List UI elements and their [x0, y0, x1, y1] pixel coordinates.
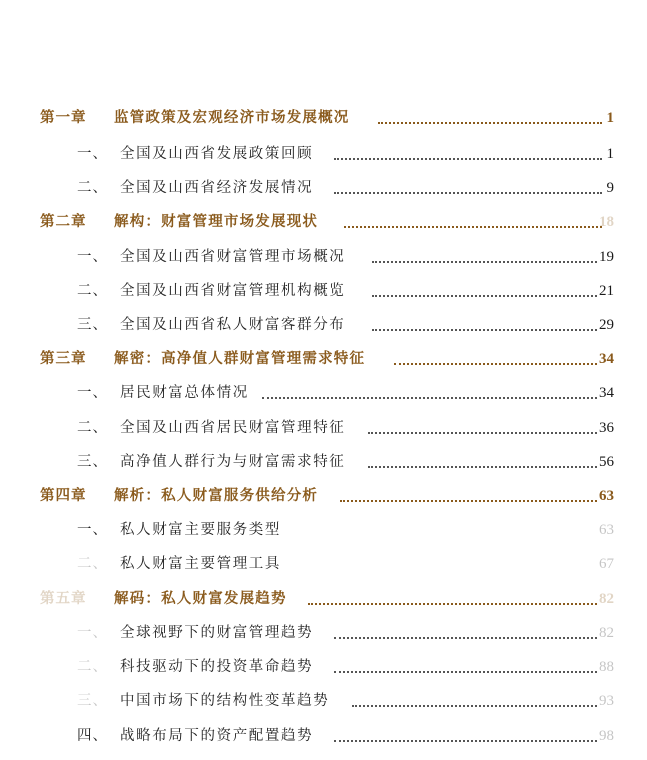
toc-section-2-3[interactable]: [0, 311, 647, 337]
dot-leader: [368, 466, 597, 468]
page-number: 63: [599, 522, 614, 538]
section-number: 二、: [77, 659, 108, 675]
toc-chapter-1[interactable]: [0, 104, 647, 130]
section-title: 私人财富主要服务类型: [120, 522, 281, 538]
page-number: 34: [599, 385, 614, 401]
section-title: 全国及山西省经济发展情况: [120, 180, 314, 196]
dot-leader: [372, 329, 597, 331]
section-title: 全国及山西省发展政策回顾: [120, 146, 314, 162]
section-title: 全国及山西省财富管理市场概况: [120, 249, 346, 265]
section-number: 一、: [77, 146, 108, 162]
chapter-number: 第四章: [40, 487, 87, 504]
toc-section-5-4[interactable]: [0, 722, 647, 748]
dot-leader: [394, 363, 597, 365]
page-number: 1: [606, 146, 614, 162]
page-number: 29: [599, 317, 614, 333]
page-number: 36: [599, 420, 614, 436]
section-title: 私人财富主要管理工具: [120, 556, 281, 572]
toc-section-4-1[interactable]: [0, 516, 647, 542]
section-number: 一、: [77, 625, 108, 641]
section-title: 居民财富总体情况: [120, 385, 249, 401]
page-number: 56: [599, 454, 614, 470]
toc-section-1-2[interactable]: [0, 174, 647, 200]
section-number: 一、: [77, 385, 108, 401]
section-title: 全国及山西省居民财富管理特征: [120, 420, 346, 436]
section-title: 科技驱动下的投资革命趋势: [120, 659, 314, 675]
dot-leader: [368, 432, 597, 434]
page-number: 63: [599, 488, 614, 504]
toc-chapter-3[interactable]: [0, 345, 647, 371]
section-title: 高净值人群行为与财富需求特征: [120, 454, 346, 470]
dot-leader: [334, 671, 597, 673]
chapter-title: 解构：财富管理市场发展现状: [114, 213, 319, 230]
page-number: 98: [599, 728, 614, 744]
toc-chapter-4[interactable]: [0, 482, 647, 508]
chapter-title: 监管政策及宏观经济市场发展概况: [114, 109, 350, 126]
dot-leader: [334, 158, 602, 160]
chapter-number: 第三章: [40, 350, 87, 367]
page-number: 18: [599, 214, 614, 230]
toc-chapter-5[interactable]: [0, 585, 647, 611]
page-number: 34: [599, 351, 614, 367]
page-number: 9: [606, 180, 614, 196]
section-number: 一、: [77, 249, 108, 265]
page-number: 1: [606, 110, 614, 126]
dot-leader: [372, 295, 597, 297]
page-number: 67: [599, 556, 614, 572]
dot-leader: [262, 397, 597, 399]
page-number: 19: [599, 249, 614, 265]
toc-section-1-1[interactable]: [0, 140, 647, 166]
toc-section-5-1[interactable]: [0, 619, 647, 645]
dot-leader: [308, 603, 597, 605]
chapter-title: 解密：高净值人群财富管理需求特征: [114, 350, 366, 367]
page-number: 82: [599, 591, 614, 607]
toc-section-3-2[interactable]: [0, 414, 647, 440]
section-number: 四、: [77, 728, 108, 744]
toc-section-4-2[interactable]: [0, 550, 647, 576]
section-number: 三、: [77, 693, 108, 709]
chapter-number: 第二章: [40, 213, 87, 230]
dot-leader: [334, 192, 602, 194]
toc-section-2-1[interactable]: [0, 243, 647, 269]
dot-leader: [378, 122, 602, 124]
section-title: 中国市场下的结构性变革趋势: [120, 693, 330, 709]
chapter-number: 第五章: [40, 590, 87, 607]
section-number: 一、: [77, 522, 108, 538]
dot-leader: [340, 500, 597, 502]
toc-section-3-1[interactable]: [0, 379, 647, 405]
dot-leader: [334, 740, 597, 742]
toc-section-3-3[interactable]: [0, 448, 647, 474]
page-number: 93: [599, 693, 614, 709]
page-number: 82: [599, 625, 614, 641]
dot-leader: [344, 226, 602, 228]
section-title: 战略布局下的资产配置趋势: [120, 728, 314, 744]
section-title: 全国及山西省私人财富客群分布: [120, 317, 346, 333]
section-title: 全球视野下的财富管理趋势: [120, 625, 314, 641]
dot-leader: [372, 261, 597, 263]
section-number: 三、: [77, 454, 108, 470]
chapter-number: 第一章: [40, 109, 87, 126]
section-number: 三、: [77, 317, 108, 333]
section-number: 二、: [77, 556, 108, 572]
chapter-title: 解析：私人财富服务供给分析: [114, 487, 319, 504]
chapter-title: 解码：私人财富发展趋势: [114, 590, 287, 607]
section-number: 二、: [77, 283, 108, 299]
dot-leader: [352, 705, 597, 707]
dot-leader: [334, 637, 597, 639]
toc-chapter-2[interactable]: [0, 208, 647, 234]
toc-section-5-3[interactable]: [0, 687, 647, 713]
page-number: 88: [599, 659, 614, 675]
section-number: 二、: [77, 420, 108, 436]
section-number: 二、: [77, 180, 108, 196]
page-number: 21: [599, 283, 614, 299]
toc-section-5-2[interactable]: [0, 653, 647, 679]
toc-section-2-2[interactable]: [0, 277, 647, 303]
section-title: 全国及山西省财富管理机构概览: [120, 283, 346, 299]
